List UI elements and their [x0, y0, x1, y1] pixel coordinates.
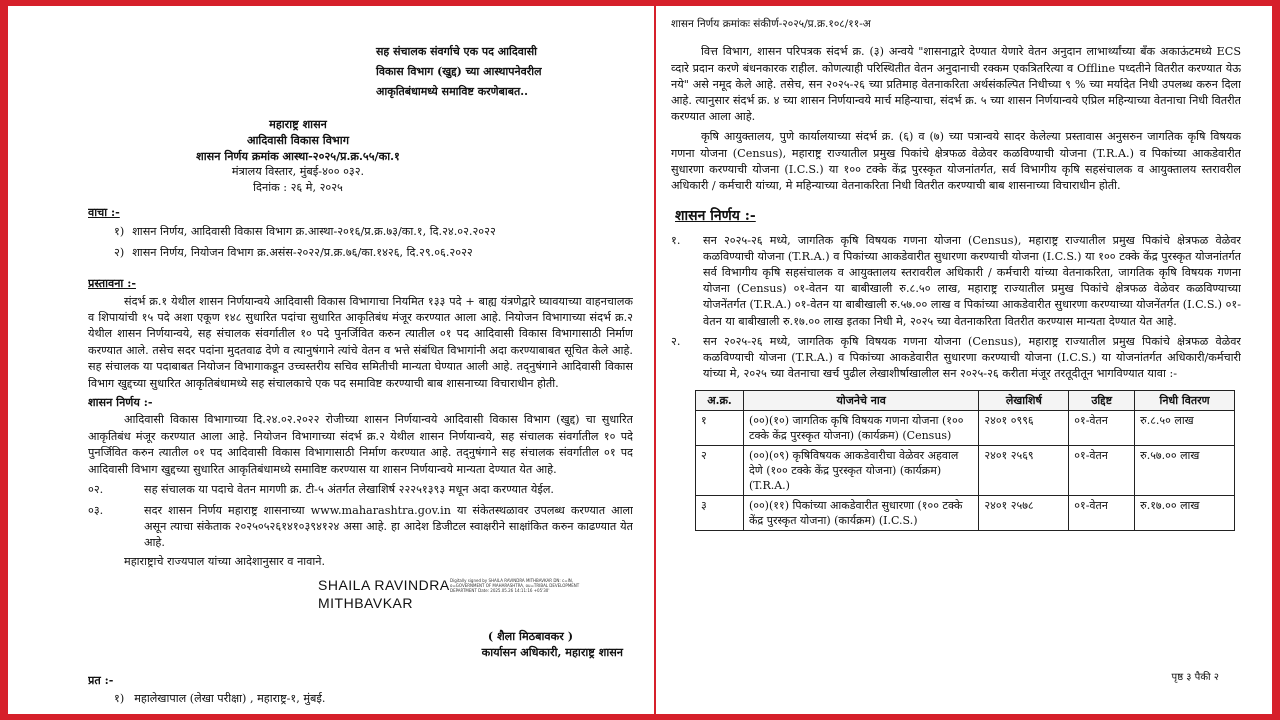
table-row	[696, 496, 1235, 531]
gr-number: शासन निर्णय क्रमांक आस्था-२०२५/प्र.क्र.५५/का.१	[196, 149, 400, 163]
point-text: सन २०२५-२६ मध्ये, जागतिक कृषि विषयक गणना योजना (Census), महाराष्ट्र राज्यातील प्रमुख पिकांचे क्षेत्रफळ वेळेवर कळविण्याची योजना (T.R.A.) व पिकांच्या आकडेवारीत सुधारणा करण्याची योजना (I.C.S.) या योजनांतर्गत अधिकारी/कर्मचारी यांच्या मे, २०२५ च्या वेतनाचा खर्च पुढील लेखाशीर्षाखालील सन २०२५-२६ करीता मंजूर तरतूदीतून भागविण्यात यावा :-	[703, 334, 1241, 381]
decision-title: शासन निर्णय :-	[88, 395, 153, 410]
table-cell: रु.५७.०० लाख	[1135, 446, 1235, 496]
signer-line: MITHBAVKAR	[318, 595, 413, 612]
reference-text: शासन निर्णय, आदिवासी विकास विभाग क्र.आस्था-२०१६/प्र.क्र.७३/का.१, दि.२४.०२.२०२२	[132, 225, 496, 239]
right-page	[671, 6, 1241, 714]
gr-date: दिनांक : २६ मे, २०२५	[253, 181, 343, 194]
column-header: अ.क्र.	[696, 391, 744, 411]
signer-designation: कार्यासन अधिकारी, महाराष्ट्र शासन	[481, 645, 623, 660]
point-text: सन २०२५-२६ मध्ये, जागतिक कृषि विषयक गणना योजना (Census), महाराष्ट्र राज्यातील प्रमुख पिकांचे क्षेत्रफळ वेळेवर कळविण्याची योजना (T.R.A.) व पिकांच्या आकडेवारीत सुधारणा करण्याची योजना (I.C.S.) या १०० टक्के केंद्र पुरस्कृत योजनांतर्गत सर्व विभागीय कृषि सहसंचालक व आयुक्तालय स्तरावरील अधिकारी / कर्मचारी यांच्या वेतनाकरिता, जागतिक कृषि विषयक गणना योजना (Census) ०१-वेतन या बाबीखाली रु.८.५० लाख, महाराष्ट्र राज्यातील प्रमुख पिकांचे क्षेत्रफळ वेळेवर कळविण्याच्या योजनेंतर्गत (T.R.A.) ०१-वेतन या बाबीखाली रु.५७.०० लाख व पिकांच्या आकडेवारीत सुधारणा करण्याच्या योजनेंतर्गत (I.C.S.) ०१-वेतन या बाबीखाली रु.१७.०० लाख इतका निधी मे, २०२५ च्या वेतनाकरिता वितरीत करण्यास मान्यता देण्यात येत आहे.	[703, 233, 1241, 328]
point-text: सह संचालक या पदाचे वेतन मागणी क्र. टी-५ अंतर्गत लेखाशिर्ष २२२५१३९३ मधून अदा करण्यात येईल.	[144, 483, 554, 497]
point-number: ०३.	[88, 503, 104, 517]
column-header: लेखाशिर्ष	[979, 391, 1069, 411]
subject-line: सह संचालक संवर्गाचे एक पद आदिवासी	[376, 45, 537, 58]
table-cell: २४०१ ०९९६	[979, 411, 1069, 446]
column-header: उद्दिष्ट	[1069, 391, 1135, 411]
table-cell: ०१-वेतन	[1069, 496, 1135, 531]
point-number: २.	[671, 334, 681, 348]
reference-item	[114, 245, 633, 261]
column-header: निधी वितरण	[1135, 391, 1235, 411]
decision-text: आदिवासी विकास विभागाच्या दि.२४.०२.२०२२ रोजीच्या शासन निर्णयान्वये आदिवासी विकास विभाग (खुद्द) चा सुधारित आकृतिबंध मंजूर करण्यात आला आहे. नियोजन विभागाच्या संदर्भ क्र.२ येथील शासन निर्णयान्वये, सह संचालक संवर्गातील १० पदे पुनर्जिवित करुन त्यातील ०१ पद आदिवासी विकास विभागासाठी निर्माण करण्यात आहे. तद्नुषंगाने सह संचालक संवर्गातील ०१ पद आदिवासी विभाग खुद्दच्या सुधारित आकृतिबंधामध्ये समाविष्ट करण्यास या शासन निर्णयान्वये मान्यता देण्यात येत आहे.	[88, 413, 633, 476]
copy-number: १)	[114, 691, 125, 705]
document-frame	[8, 6, 1272, 714]
table-cell: (००)(११) पिकांच्या आकडेवारीत सुधारणा (१०० टक्के केंद्र पुरस्कृत योजना) (कार्यक्रम) (I.C.S.)	[743, 496, 978, 531]
gr-header	[88, 116, 508, 196]
read-title: वाचा :-	[88, 205, 120, 219]
government-name: महाराष्ट्र शासन	[269, 117, 327, 131]
table-header-row	[696, 391, 1235, 411]
subject-line: आकृतिबंधामध्ये समाविष्ट करणेबाबत..	[376, 85, 528, 98]
table-cell: (००)(०९) कृषिविषयक आकडेवारीचा वेळेवर अहवाल देणे (१०० टक्के केंद्र पुरस्कृत योजना) (कार्यक्रम) (T.R.A.)	[743, 446, 978, 496]
copy-item	[114, 691, 633, 707]
page-divider	[654, 6, 656, 714]
governor-line: महाराष्ट्राचे राज्यपाल यांच्या आदेशानुसार व नावाने.	[124, 554, 326, 568]
scheme-table	[695, 390, 1235, 531]
reference-text: शासन निर्णय, नियोजन विभाग क्र.असंस-२०२२/प्र.क्र.७६/का.१४२६, दि.२९.०६.२०२२	[132, 245, 473, 259]
address: मंत्रालय विस्तार, मुंबई-४०० ०३२.	[231, 165, 365, 178]
signer-latin-name	[318, 576, 450, 612]
copy-text: महालेखापाल (लेखा परीक्षा) , महाराष्ट्र-१, मुंबई.	[134, 691, 326, 705]
copy-title: प्रत :-	[88, 673, 114, 688]
table-cell: (००)(१०) जागतिक कृषि विषयक गणना योजना (१०० टक्के केंद्र पुरस्कृत योजना) (कार्यक्रम) (Census)	[743, 411, 978, 446]
subject-line: विकास विभाग (खुद्द) च्या आस्थापनेवरील	[376, 65, 542, 78]
decision-point	[671, 233, 1241, 330]
table-cell: ०१-वेतन	[1069, 446, 1135, 496]
reference-number: १)	[114, 225, 125, 239]
table-cell: २४०१ २५६९	[979, 446, 1069, 496]
table-row	[696, 446, 1235, 496]
preamble-text: संदर्भ क्र.१ येथील शासन निर्णयान्वये आदिवासी विकास विभागाचा नियमित १३३ पदे + बाह्य यंत्रणेद्वारे घ्यावयाच्या वाहनचालक व शिपायांची १५ पदे अशा एकूण १४८ सुधारित पदांचा सुधारित आकृतिबंध मंजूर करण्यात आला आहे. नियोजन विभागाच्या संदर्भ क्र.२ येथील शासन निर्णयान्वये, सह संचालक संवर्गातील १० पदे पुनर्जिवित करुन त्यातील ०१ पद आदिवासी विकास विभागासाठी निर्माण करण्यात आले. तसेच सदर पदांना मुदतवाढ देणे व त्यानुषंगाने त्यांचे वेतन व भत्ते संबंधित विभागांनी अदा करण्याबाबत सूचित केले आहे. सह संचालक या पदाबाबत नियोजन विभागाकडून उच्चस्तरीय सचिव समितीची मान्यता घेण्यात आली आहे. तद्नुषंगाने आदिवासी विकास विभाग खुद्दच्या सुधारित आकृतिबंधामध्ये सह संचालकाचे एक पद समाविष्ट करण्याची बाब शासनाच्या विचाराधीन होती.	[88, 294, 633, 390]
reference-number: २)	[114, 245, 125, 259]
decision-point	[671, 334, 1241, 383]
digital-signature-stamp: Digitally signed by SHAILA RAVINDRA MITHBAVKAR DN: c=IN, o=GOVERNMENT OF MAHARASHTRA, ou=TRIBAL DEVELOPMENT DEPARTMENT Date: 2025.05.26 14:11:16 +05'30'	[450, 578, 580, 594]
decision-title: शासन निर्णय :-	[675, 208, 756, 225]
table-cell: ०१-वेतन	[1069, 411, 1135, 446]
table-row	[696, 411, 1235, 446]
signature-area	[88, 576, 633, 638]
table-cell: रु.१७.०० लाख	[1135, 496, 1235, 531]
point-text: सदर शासन निर्णय महाराष्ट्र शासनाच्या www.maharashtra.gov.in या संकेतस्थळावर उपलब्ध करण्यात आला असून त्याचा संकेताक २०२५०५२६१४१०३९४१२४ असा आहे. हा आदेश डिजीटल स्वाक्षरीने साक्षांकित करुन काढण्यात येत आहे.	[144, 503, 633, 550]
signer-line: SHAILA RAVINDRA	[318, 577, 450, 594]
running-header: शासन निर्णय क्रमांकः संकीर्ण-२०२५/प्र.क्र.१०८/११-अ	[671, 18, 871, 30]
table-cell: २४०१ २५७८	[979, 496, 1069, 531]
table-cell: २	[696, 446, 744, 496]
column-header: योजनेचे नाव	[743, 391, 978, 411]
decision-point	[88, 503, 633, 552]
preamble-title: प्रस्तावना :-	[88, 276, 136, 291]
point-number: ०२.	[88, 483, 104, 497]
department-name: आदिवासी विकास विभाग	[247, 133, 349, 147]
point-number: १.	[671, 233, 681, 247]
decision-point	[88, 482, 633, 498]
left-page	[88, 6, 633, 714]
context-paragraph: वित्त विभाग, शासन परिपत्रक संदर्भ क्र. (३) अन्वये "शासनाद्वारे देण्यात येणारे वेतन अनुदान लाभार्थ्यांच्या बँक अकाऊंटमध्ये ECS व्दारे प्रदान करणे बंधनकारक राहील. कोणत्याही परिस्थितीत वेतन अनुदानाची रक्कम एकत्रितरित्या व Offline पध्दतीने वितरीत करण्यात येऊ नये" असे नमूद केले आहे. तसेच, सन २०२५-२६ च्या प्रतिमाह वेतनाकरिता अर्थसंकल्पित निधीच्या ९ % च्या मर्यादेत निधी उपलब्ध करुन दिला आहे. त्यानुसार संदर्भ क्र. ४ च्या शासन निर्णयान्वये मार्च महिन्याचा, संदर्भ क्र. ५ च्या शासन निर्णयान्वये एप्रिल महिन्याच्या वेतनाचा निधी वितरीत करण्यात आला आहे.	[671, 45, 1241, 124]
reference-item	[114, 224, 633, 240]
table-cell: १	[696, 411, 744, 446]
signer-name-marathi: ( शैला मिठबावकर )	[487, 629, 573, 644]
table-cell: ३	[696, 496, 744, 531]
page-number: पृष्ठ ३ पैकी २	[1171, 671, 1219, 683]
table-cell: रु.८.५० लाख	[1135, 411, 1235, 446]
subject-block	[376, 42, 633, 102]
context-paragraph: कृषि आयुक्तालय, पुणे कार्यालयाच्या संदर्भ क्र. (६) व (७) च्या पत्रान्वये सादर केलेल्या प्रस्तावास अनुसरुन जागतिक कृषि विषयक गणना योजना (Census), महाराष्ट्र राज्यातील प्रमुख पिकांचे क्षेत्रफळ वेळेवर कळविण्याची योजना (T.R.A.) व पिकांच्या आकडेवारीत सुधारणा करण्याची योजना (I.C.S.) या १०० टक्के केंद्र पुरस्कृत योजनांतर्गत, सर्व विभागीय कृषि सहसंचालक व आयुक्तालय स्तरावरील अधिकारी / कर्मचारी यांच्या, मे महिन्याच्या वेतनाकरिता निधी वितरीत करण्याची बाब शासनाच्या विचाराधीन होती.	[671, 130, 1241, 193]
